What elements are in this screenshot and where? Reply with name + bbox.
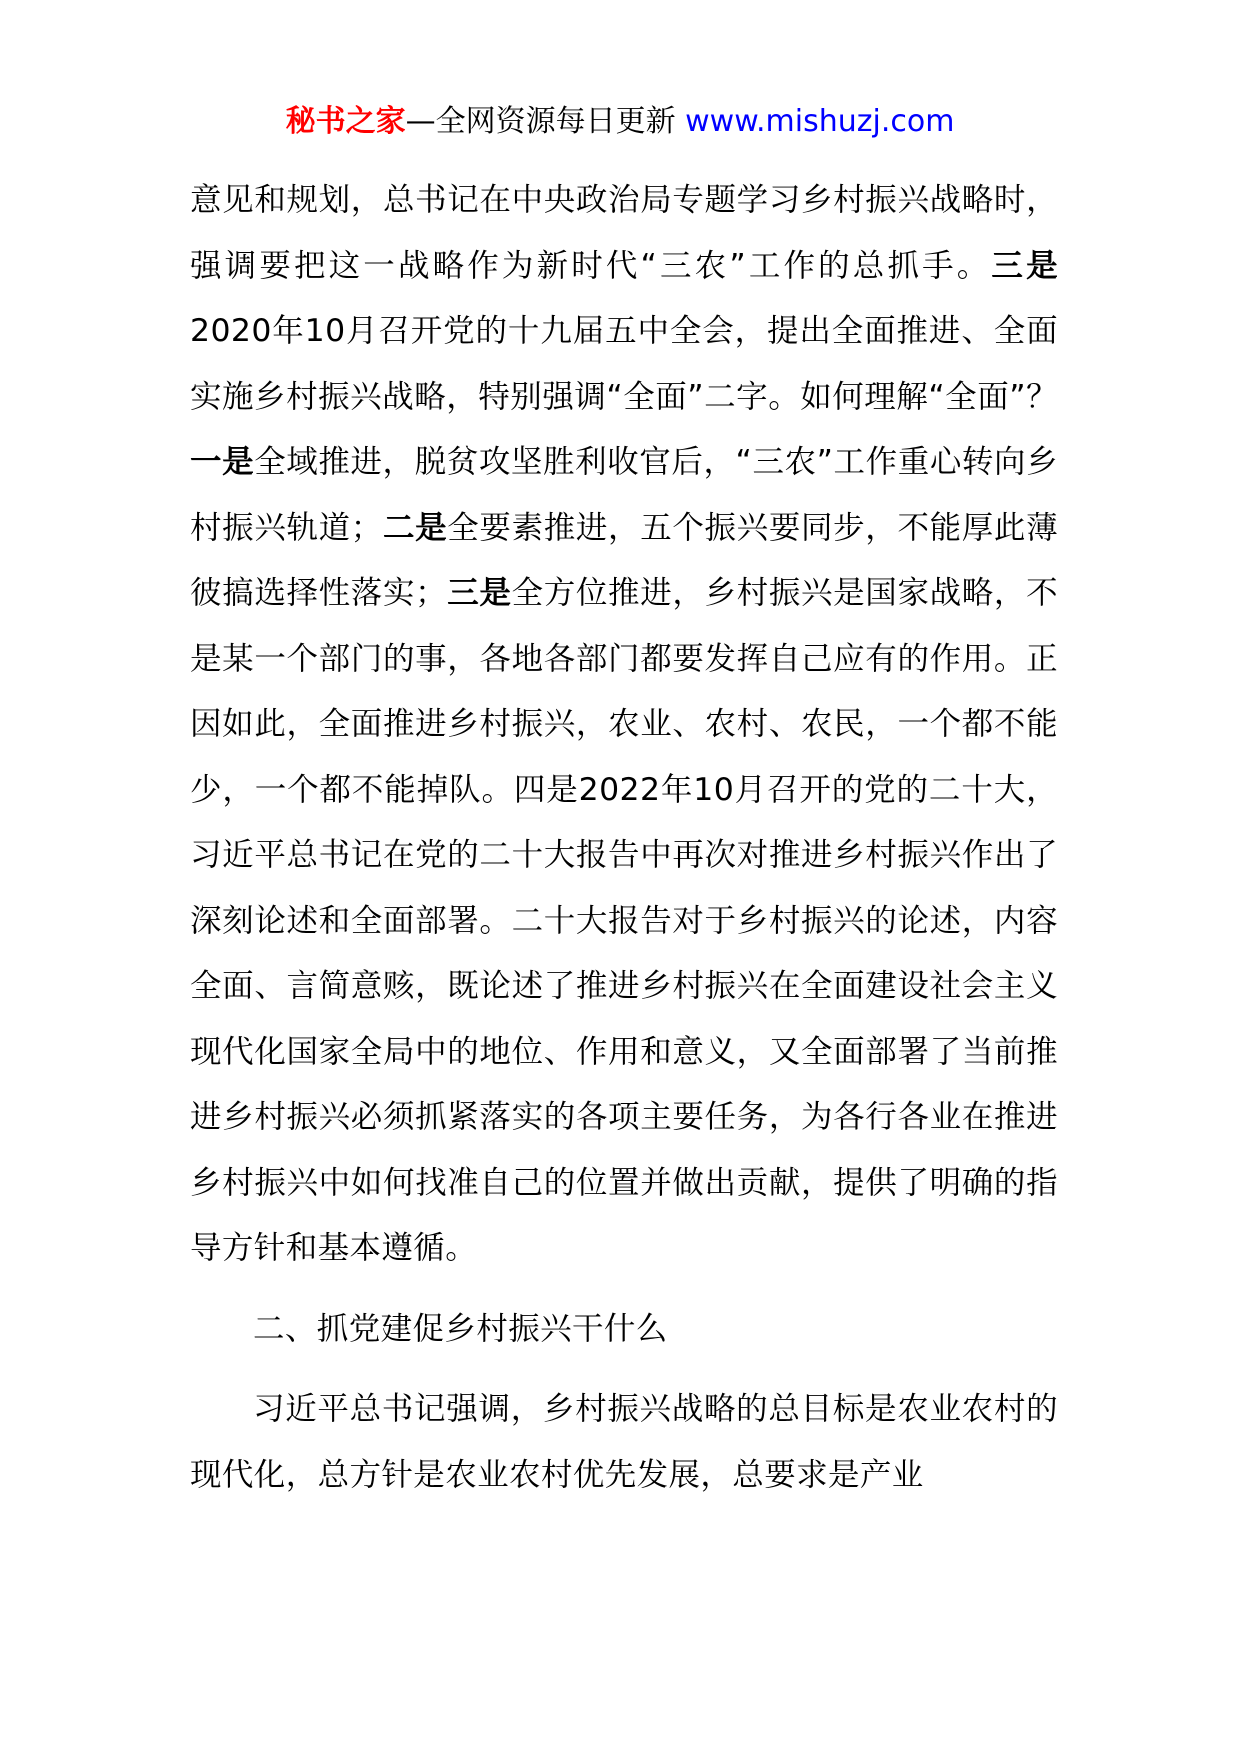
text-segment: 全方位推进，乡村振兴是国家战略，不是某一个部门的事，各地各部门都要发挥自己应有的作用。正因如此，全面推进乡村振兴，农业、农村、农民，一个都不能少，一个都不能掉队。四是2022年10月召开的党的二十大，习近平总书记在党的二十大报告中再次对推进乡村振兴作出了深刻论述和全面部署。二十大报告对于乡村振兴的论述，内容全面、言简意赅，既论述了推进乡村振兴在全面建设社会主义现代化国家全局中的地位、作用和意义，又全面部署了当前推进乡村振兴必须抓紧落实的各项主要任务，为各行各业在推进乡村振兴中如何找准自己的位置并做出贡献，提供了明确的指导方针和基本遵循。	[190, 575, 1058, 1266]
text-segment: 意见和规划，总书记在中央政治局专题学习乡村振兴战略时，强调要把这一战略作为新时代“三农”工作的总抓手。	[190, 182, 1058, 284]
paragraph-1	[190, 168, 1058, 1282]
bold-marker: 三是	[447, 575, 512, 611]
site-watermark-header	[0, 102, 1240, 142]
bold-marker: 一是	[190, 444, 255, 480]
site-url: www.mishuzj.com	[685, 104, 955, 139]
text-segment: 全域推进，脱贫攻坚胜利收官后，“三农”工作重心转向乡村振兴轨道；	[190, 444, 1058, 546]
document-body	[190, 168, 1058, 1508]
brand-name: 秘书之家	[285, 104, 406, 139]
paragraph-2: 习近平总书记强调，乡村振兴战略的总目标是农业农村的现代化，总方针是农业农村优先发展，总要求是产业	[190, 1391, 1058, 1493]
bold-marker: 二是	[382, 509, 448, 546]
text-segment: 2020年10月召开党的十九届五中全会，提出全面推进、全面实施乡村振兴战略，特别强调“全面”二字。如何理解“全面”？	[190, 313, 1058, 415]
text-segment: 全要素推进，五个振兴要同步，不能厚此薄彼搞选择性落实；	[190, 509, 1058, 611]
bold-marker: 三是	[991, 247, 1058, 284]
tagline: —全网资源每日更新	[405, 104, 686, 139]
section-heading: 二、抓党建促乡村振兴干什么	[253, 1310, 668, 1347]
